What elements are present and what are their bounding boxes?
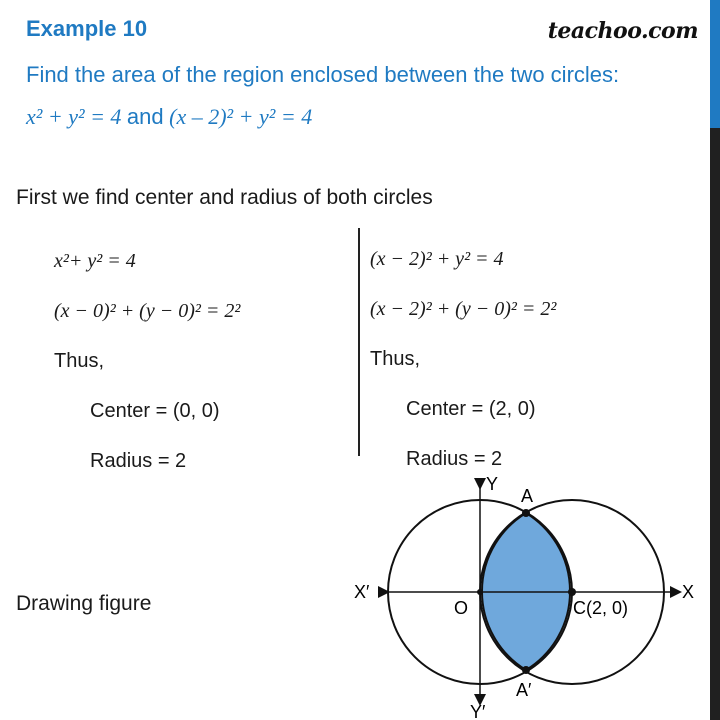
intro-text: First we find center and radius of both circles [16,186,433,209]
right-thus: Thus, [370,348,421,370]
question-and: and [126,104,164,129]
brand-logo: teachoo.com [547,18,698,44]
example-title: Example 10 [26,16,148,41]
left-radius: Radius = 2 [90,450,187,472]
point-a-prime [522,666,530,674]
right-radius: Radius = 2 [406,448,503,470]
label-y: Y [486,474,499,494]
point-a [522,509,530,517]
left-eq1: x²+ y² = 4 [54,250,136,272]
question-eq2: (x – 2)² + y² = 4 [169,104,313,129]
label-origin: O [454,598,469,618]
label-y-prime: Y′ [470,702,486,720]
label-x-prime: X′ [354,582,370,602]
label-x: X [682,582,695,602]
right-eq1: (x − 2)² + y² = 4 [370,248,504,270]
left-thus: Thus, [54,350,105,372]
point-c [568,588,576,596]
left-eq2: (x − 0)² + (y − 0)² = 2² [54,300,241,322]
question-eq1: x² + y² = 4 [26,104,122,129]
right-center: Center = (2, 0) [406,398,536,420]
label-a-prime: A′ [516,680,532,700]
right-eq2: (x − 2)² + (y − 0)² = 2² [370,298,557,320]
label-a: A [521,486,534,506]
label-c: C(2, 0) [573,598,629,618]
drawing-label: Drawing figure [16,592,152,615]
left-center: Center = (0, 0) [90,400,220,422]
point-o [477,589,483,595]
question-text: Find the area of the region enclosed between the two circles: [26,62,620,87]
